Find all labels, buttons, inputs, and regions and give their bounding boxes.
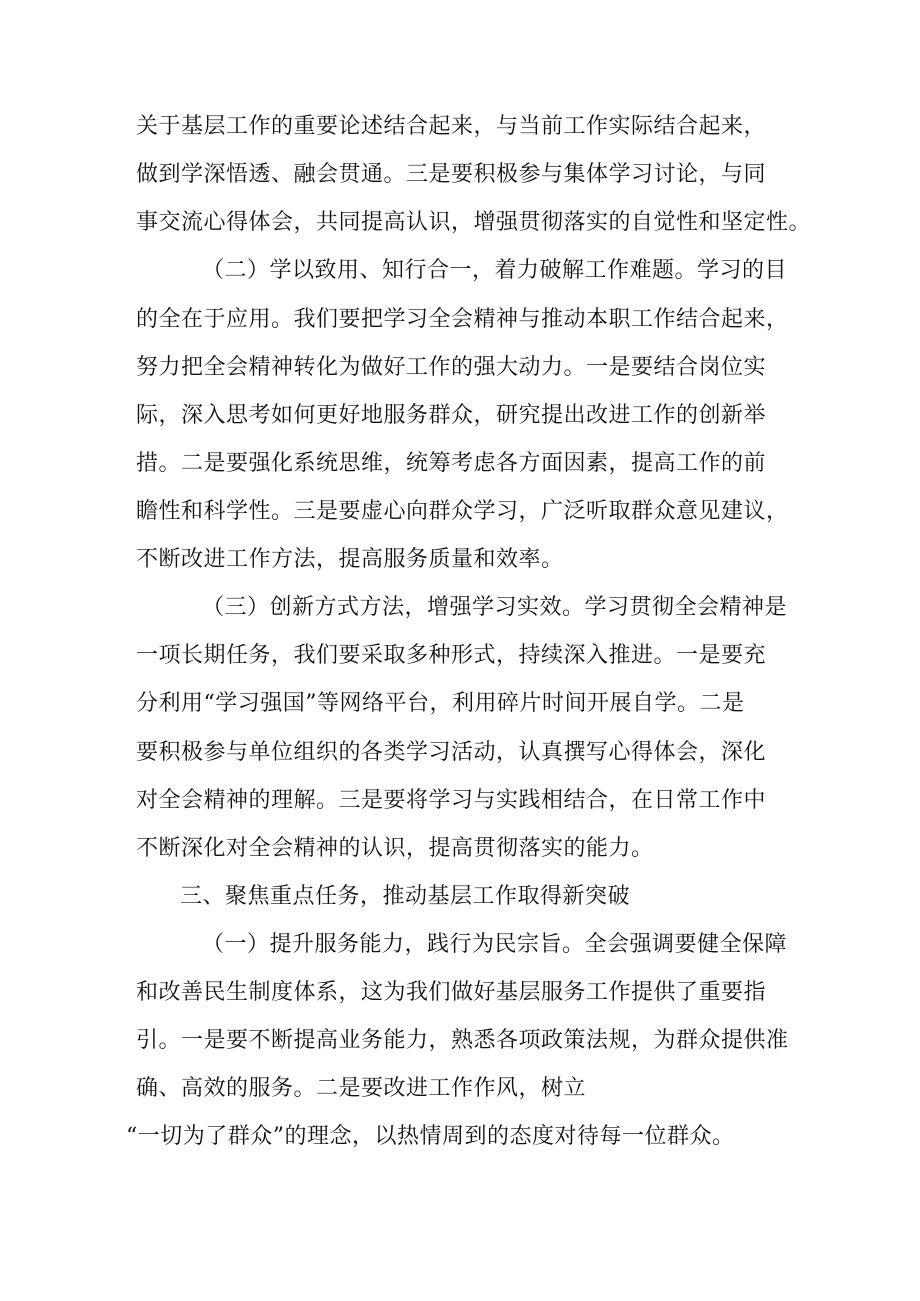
text-line-6: 努力把全会精神转化为做好工作的强大动力。一是要结合岗位实 [136, 355, 767, 380]
text-line-17: （一）提升服务能力，践行为民宗旨。全会强调要健全保障 [202, 932, 788, 957]
text-line-20: 确、高效的服务。二是要改进工作作风，树立 [136, 1076, 587, 1101]
text-line-12: 一项长期任务，我们要采取多种形式，持续深入推进。一是要充 [136, 643, 767, 668]
text-line-15: 对全会精神的理解。三是要将学习与实践相结合，在日常工作中 [136, 788, 767, 813]
text-line-16: 不断深化对全会精神的认识，提高贯彻落实的能力。 [136, 836, 654, 861]
section-heading: 三、聚焦重点任务，推动基层工作取得新突破 [180, 884, 631, 909]
text-line-8: 措。二是要强化系统思维，统筹考虑各方面因素，提高工作的前 [136, 451, 767, 476]
text-line-11: （三）创新方式方法，增强学习实效。学习贯彻全会精神是 [202, 595, 788, 620]
text-line-19: 引。一是要不断提高业务能力，熟悉各项政策法规，为群众提供准 [136, 1028, 789, 1053]
text-line-10: 不断改进工作方法，提高服务质量和效率。 [136, 547, 564, 572]
text-line-4: （二）学以致用、知行合一，着力破解工作难题。学习的目 [202, 258, 788, 283]
text-line-18: 和改善民生制度体系，这为我们做好基层服务工作提供了重要指 [136, 980, 767, 1005]
text-line-21: “一切为了群众”的理念，以热情周到的态度对待每一位群众。 [126, 1124, 735, 1149]
text-line-9: 瞻性和科学性。三是要虚心向群众学习，广泛听取群众意见建议， [136, 499, 789, 524]
text-line-5: 的全在于应用。我们要把学习全会精神与推动本职工作结合起来， [136, 307, 789, 332]
text-line-7: 际，深入思考如何更好地服务群众，研究提出改进工作的创新举 [136, 403, 767, 428]
text-line-1: 关于基层工作的重要论述结合起来，与当前工作实际结合起来， [136, 114, 767, 139]
text-line-3: 事交流心得体会，共同提高认识，增强贯彻落实的自觉性和坚定性。 [136, 210, 812, 235]
text-line-13: 分利用“学习强国”等网络平台，利用碎片时间开展自学。二是 [136, 691, 745, 716]
text-line-2: 做到学深悟透、融会贯通。三是要积极参与集体学习讨论，与同 [136, 162, 767, 187]
text-line-14: 要积极参与单位组织的各类学习活动，认真撰写心得体会，深化 [136, 740, 767, 765]
